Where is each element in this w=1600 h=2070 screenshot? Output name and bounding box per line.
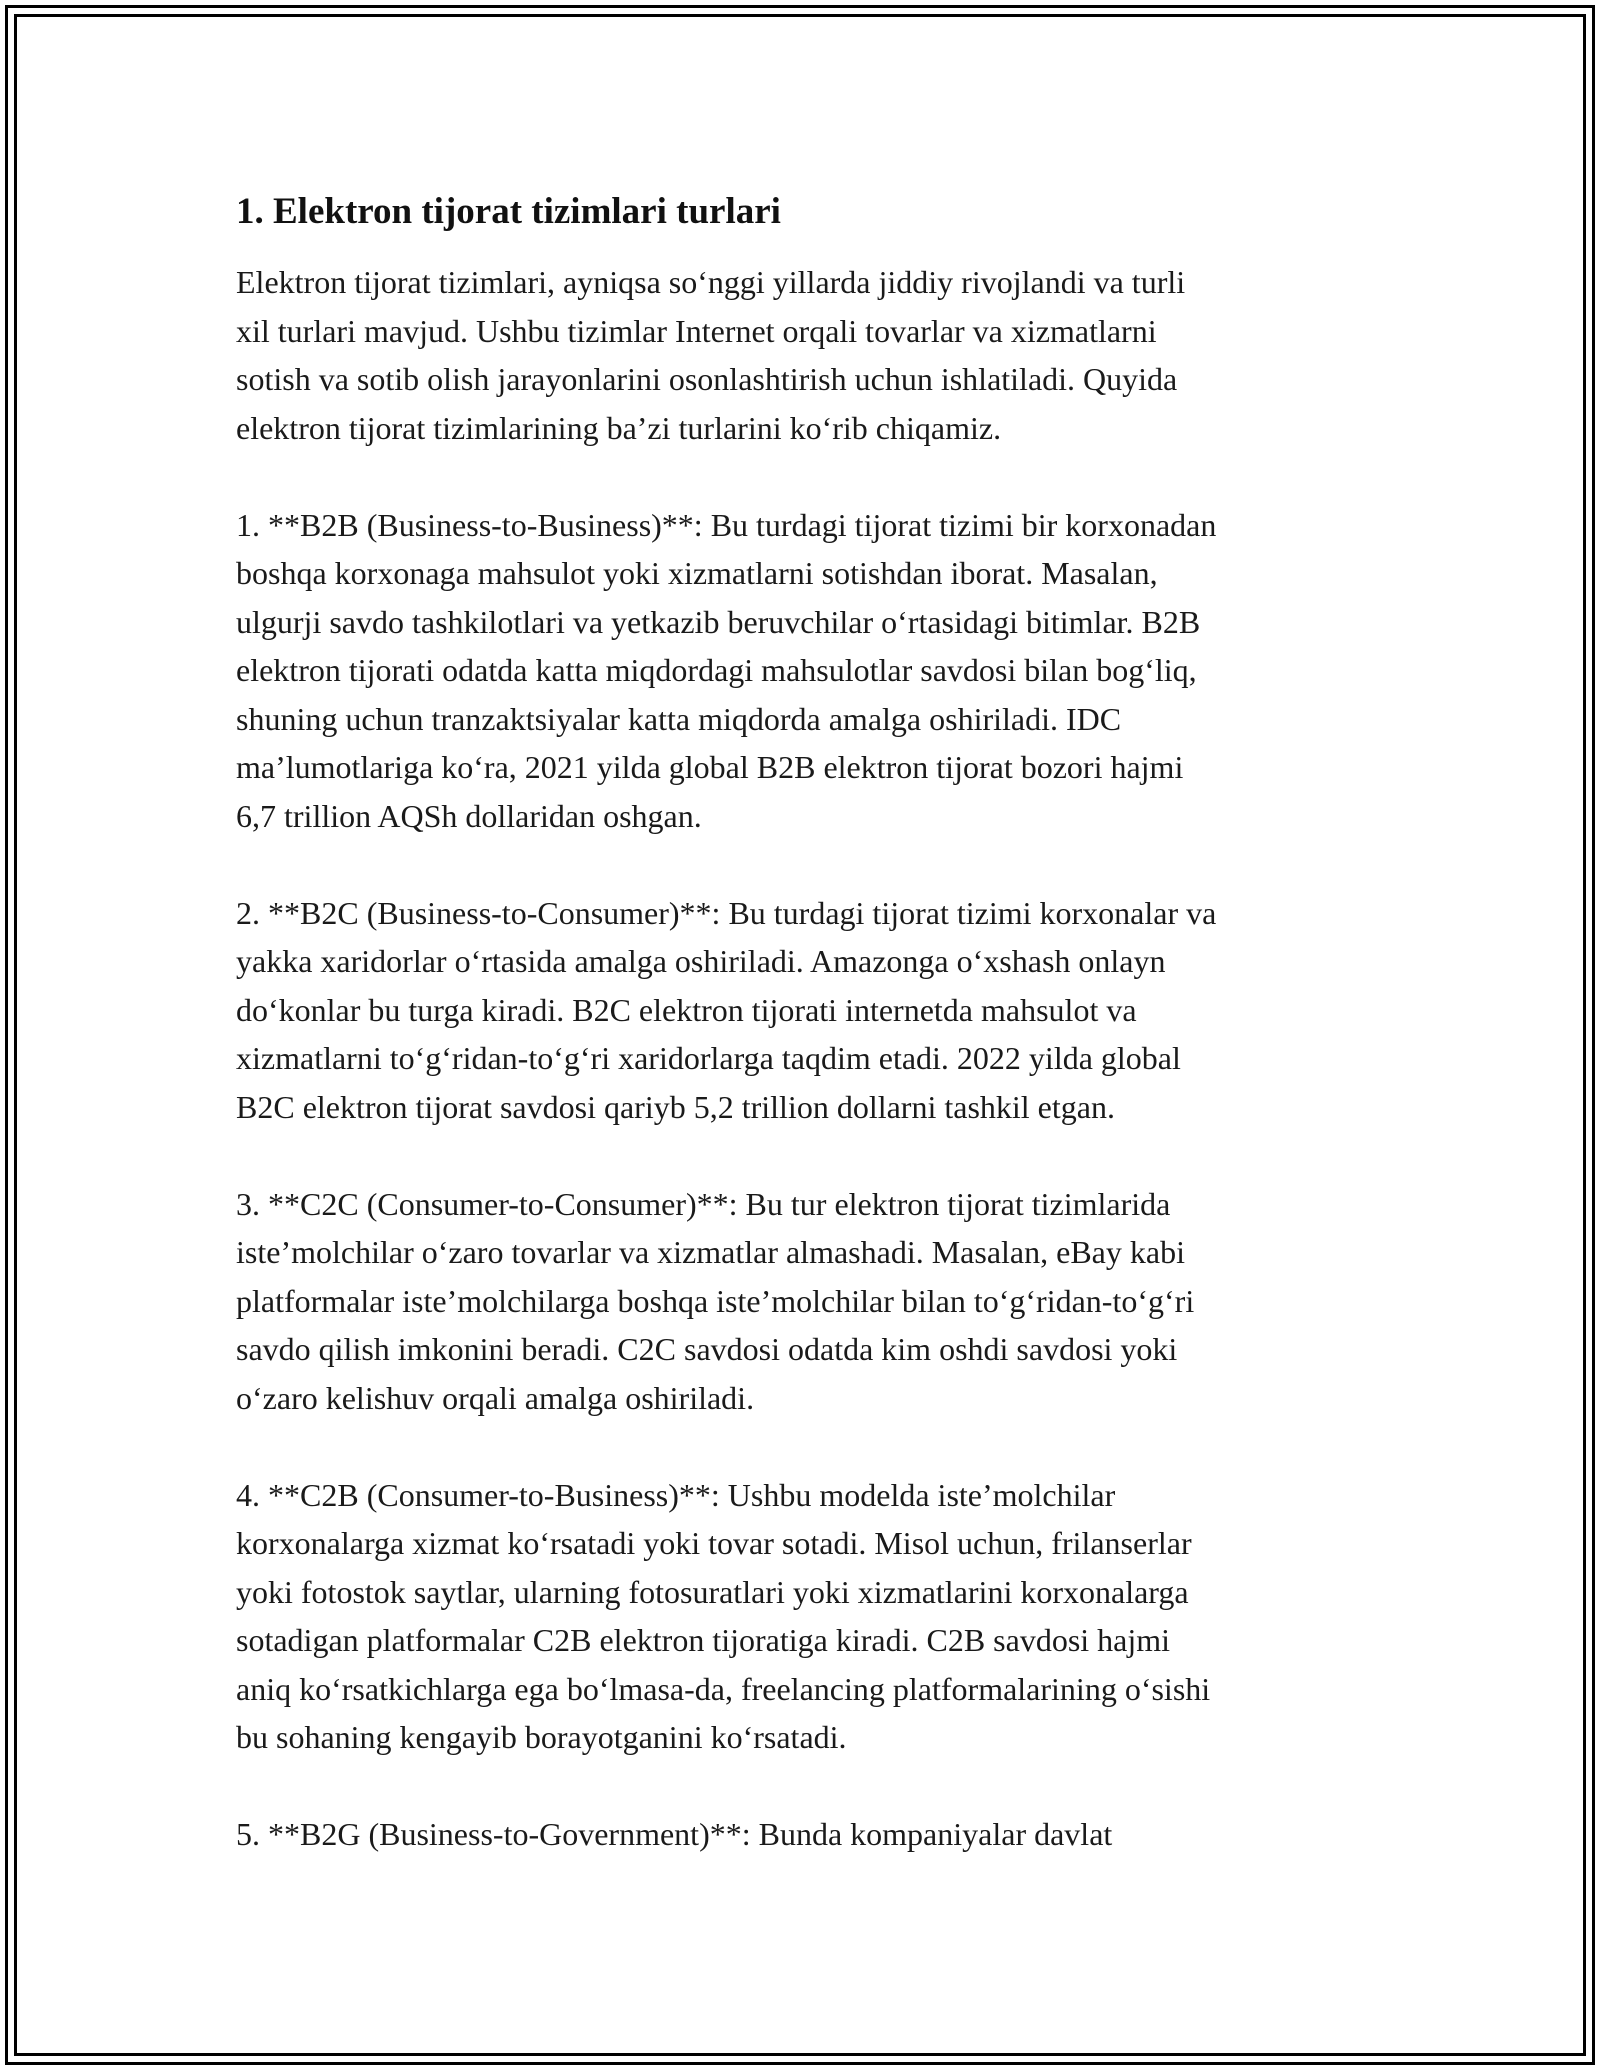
paragraph-line: sotadigan platformalar C2B elektron tijoratiga kiradi. C2B savdosi hajmi xyxy=(236,1622,1171,1658)
b2c-paragraph xyxy=(236,889,1376,1132)
intro-paragraph xyxy=(236,258,1376,452)
paragraph-line: 2. **B2C (Business-to-Consumer)**: Bu turdagi tijorat tizimi korxonalar va xyxy=(236,894,1217,931)
paragraph-line: ulgurji savdo tashkilotlari va yetkazib beruvchilar o‘rtasidagi bitimlar. B2B xyxy=(236,603,1201,640)
paragraph-line: korxonalarga xizmat ko‘rsatadi yoki tovar sotadi. Misol uchun, frilanserlar xyxy=(236,1525,1192,1561)
paragraph-line: 4. **C2B (Consumer-to-Business)**: Ushbu modelda iste’molchilar xyxy=(236,1476,1116,1513)
paragraph-line: iste’molchilar o‘zaro tovarlar va xizmatlar almashadi. Masalan, eBay kabi xyxy=(236,1234,1185,1270)
section-heading: 1. Elektron tijorat tizimlari turlari xyxy=(236,191,781,232)
c2c-paragraph xyxy=(236,1180,1376,1423)
paragraph-line: ma’lumotlariga ko‘ra, 2021 yilda global B2B elektron tijorat bozori hajmi xyxy=(236,749,1184,785)
paragraph-line: xizmatlarni to‘g‘ridan-to‘g‘ri xaridorlarga taqdim etadi. 2022 yilda global xyxy=(236,1040,1181,1076)
paragraph-line: xil turlari mavjud. Ushbu tizimlar Internet orqali tovarlar va xizmatlarni xyxy=(236,312,1157,349)
paragraph-line: elektron tijorati odatda katta miqdordagi mahsulotlar savdosi bilan bog‘liq, xyxy=(236,652,1197,688)
paragraph-line: yakka xaridorlar o‘rtasida amalga oshiriladi. Amazonga o‘xshash onlayn xyxy=(236,943,1166,979)
c2b-paragraph xyxy=(236,1471,1376,1762)
paragraph-line: shuning uchun tranzaktsiyalar katta miqdorda amalga oshiriladi. IDC xyxy=(236,700,1122,737)
paragraph-line: do‘konlar bu turga kiradi. B2C elektron tijorati internetda mahsulot va xyxy=(236,991,1137,1028)
paragraph-line: 5. **B2G (Business-to-Government)**: Bunda kompaniyalar davlat xyxy=(236,1816,1113,1852)
paragraph-line: yoki fotostok saytlar, ularning fotosuratlari yoki xizmatlarini korxonalarga xyxy=(236,1573,1189,1610)
paragraph-line: 1. **B2B (Business-to-Business)**: Bu turdagi tijorat tizimi bir korxonadan xyxy=(236,506,1217,543)
paragraph-line: sotish va sotib olish jarayonlarini osonlashtirish uchun ishlatiladi. Quyida xyxy=(236,361,1178,397)
paragraph-line: savdo qilish imkonini beradi. C2C savdosi odatda kim oshdi savdosi yoki xyxy=(236,1331,1178,1367)
paragraph-line: o‘zaro kelishuv orqali amalga oshiriladi. xyxy=(236,1379,755,1416)
paragraph-line: Elektron tijorat tizimlari, ayniqsa so‘nggi yillarda jiddiy rivojlandi va turli xyxy=(236,264,1186,300)
paragraph-line: bu sohaning kengayib borayotganini ko‘rsatadi. xyxy=(236,1719,847,1755)
paragraph-line: boshqa korxonaga mahsulot yoki xizmatlarni sotishdan iborat. Masalan, xyxy=(236,555,1158,591)
paragraph-line: platformalar iste’molchilarga boshqa iste’molchilar bilan to‘g‘ridan-to‘g‘ri xyxy=(236,1282,1195,1319)
paragraph-line: 6,7 trillion AQSh dollaridan oshgan. xyxy=(236,797,702,834)
b2b-paragraph xyxy=(236,501,1376,841)
paragraph-line: aniq ko‘rsatkichlarga ega bo‘lmasa-da, freelancing platformalarining o‘sishi xyxy=(236,1670,1211,1707)
document-body xyxy=(236,188,1376,1907)
b2g-paragraph xyxy=(236,1810,1376,1859)
paragraph-line: elektron tijorat tizimlarining ba’zi turlarini ko‘rib chiqamiz. xyxy=(236,409,1002,446)
paragraph-line: 3. **C2C (Consumer-to-Consumer)**: Bu tur elektron tijorat tizimlarida xyxy=(236,1185,1171,1222)
paragraph-line: B2C elektron tijorat savdosi qariyb 5,2 trillion dollarni tashkil etgan. xyxy=(236,1088,1115,1125)
